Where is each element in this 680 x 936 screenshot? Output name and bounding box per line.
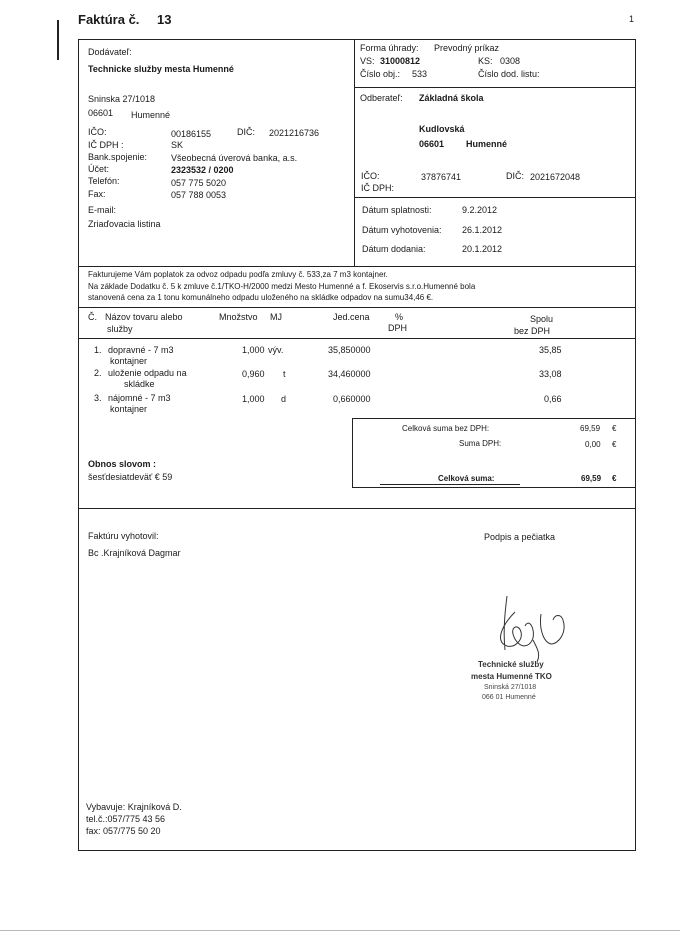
supplier-phone: 057 775 5020 (171, 178, 227, 188)
row-name-2: kontajner (110, 404, 148, 414)
net-total-currency: € (612, 424, 617, 433)
footer-fax: fax: 057/775 50 20 (86, 826, 161, 836)
net-total-label: Celková suma bez DPH: (402, 424, 490, 433)
issue-date: 26.1.2012 (462, 225, 503, 235)
order-value: 533 (412, 69, 428, 79)
customer-name: Základná škola (419, 93, 484, 103)
col-price-header: Jed.cena (333, 312, 370, 322)
row-price: 0,660000 (333, 394, 371, 404)
invoice-title (78, 12, 172, 27)
col-no-header: Č. (88, 312, 97, 322)
col-vat-header: % (395, 312, 404, 322)
issuer-label: Faktúru vyhotovil: (88, 531, 159, 541)
customer-zip: 06601 (419, 139, 445, 149)
customer-street: Kudlovská (419, 124, 465, 134)
footer-phone: tel.č.:057/775 43 56 (86, 814, 166, 824)
grand-total-underline (380, 484, 520, 485)
supplier-street: Sninska 27/1018 (88, 94, 156, 104)
row-total: 0,66 (544, 394, 562, 404)
row-unit: t (283, 369, 286, 379)
supplier-fax: 057 788 0053 (171, 190, 227, 200)
supplier-bank-label: Bank.spojenie: (88, 152, 148, 162)
col-unit-header: MJ (270, 312, 282, 322)
col-total-header-2: bez DPH (514, 326, 551, 336)
delivery-note-label: Číslo dod. listu: (478, 69, 540, 79)
supplier-deed: Zriaďovacia listina (88, 219, 161, 229)
amount-words: šesťdesiatdeväť € 59 (88, 472, 173, 482)
row-unit: výv. (268, 345, 284, 355)
supplier-zip: 06601 (88, 108, 114, 118)
customer-city: Humenné (466, 139, 508, 149)
footer-created-by: Vybavuje: Krajníková D. (86, 802, 182, 812)
due-date-label: Dátum splatnosti: (362, 205, 432, 215)
supplier-icdph-label: IČ DPH : (88, 140, 124, 150)
supplier-phone-label: Telefón: (88, 176, 120, 186)
issuer-name: Bc .Krajníková Dagmar (88, 548, 181, 558)
supplier-account: 2323532 / 0200 (171, 165, 234, 175)
supplier-ico: 00186155 (171, 129, 212, 139)
row-no: 1. (94, 345, 102, 355)
customer-ico-label: IČO: (361, 171, 380, 181)
customer-ico: 37876741 (421, 172, 462, 182)
row-qty: 1,000 (242, 394, 265, 404)
delivery-date: 20.1.2012 (462, 244, 503, 254)
supplier-city: Humenné (131, 110, 171, 120)
row-qty: 1,000 (242, 345, 265, 355)
stamp-line-4: 066 01 Humenné (482, 694, 536, 701)
row-unit: d (281, 394, 287, 404)
table-top-divider (78, 307, 636, 308)
row-no: 2. (94, 368, 102, 378)
supplier-fax-label: Fax: (88, 189, 106, 199)
delivery-date-label: Dátum dodania: (362, 244, 426, 254)
customer-dic: 2021672048 (530, 172, 581, 182)
stamp-line-3: Sninská 27/1018 (484, 684, 537, 691)
row-total: 35,85 (539, 345, 562, 355)
grand-total-label: Celková suma: (438, 474, 495, 483)
order-label: Číslo obj.: (360, 69, 401, 79)
col-vat-header-2: DPH (388, 323, 408, 333)
row-name: dopravné - 7 m3 (108, 345, 174, 355)
row-price: 35,850000 (328, 345, 371, 355)
vat-total-label: Suma DPH: (459, 439, 502, 448)
vat-total: 0,00 (585, 440, 601, 449)
margin-mark (57, 20, 59, 60)
invoice-title-label: Faktúra č. (78, 12, 140, 27)
row-no: 3. (94, 393, 102, 403)
col-total-header: Spolu (530, 314, 554, 324)
ks-label: KS: (478, 56, 493, 66)
net-total: 69,59 (580, 424, 601, 433)
intro-line-1: Fakturujeme Vám poplatok za odvoz odpadu podľa zmluvy č. 533,za 7 m3 kontajner. (88, 270, 388, 279)
intro-top-divider (78, 266, 636, 267)
vat-total-currency: € (612, 440, 617, 449)
grand-total: 69,59 (581, 474, 602, 483)
scan-bottom-edge (0, 930, 680, 931)
customer-dic-label: DIČ: (506, 171, 524, 181)
payment-method-label: Forma úhrady: (360, 43, 419, 53)
row-name: uloženie odpadu na (108, 368, 187, 378)
col-qty-header: Množstvo (219, 312, 258, 322)
col-name-header-2: služby (107, 324, 133, 334)
signature-caption: Podpis a pečiatka (484, 532, 556, 542)
row-name-2: kontajner (110, 356, 148, 366)
customer-label: Odberateľ: (360, 93, 403, 103)
grand-total-currency: € (612, 474, 617, 483)
page-number: 1 (629, 14, 635, 24)
table-header-divider (78, 338, 636, 339)
supplier-name: Technicke služby mesta Humenné (88, 64, 234, 74)
col-name-header: Názov tovaru alebo (105, 312, 183, 322)
payment-method: Prevodný príkaz (434, 43, 500, 53)
supplier-email-label: E-mail: (88, 205, 117, 215)
row-qty: 0,960 (242, 369, 265, 379)
totals-bottom-divider (78, 508, 636, 509)
handwritten-signature (485, 592, 575, 664)
vs-label: VS: (360, 56, 375, 66)
ks-value: 0308 (500, 56, 521, 66)
supplier-ico-label: IČO: (88, 127, 107, 137)
intro-line-2: Na základe Dodatku č. 5 k zmluve č.1/TKO-H/2000 medzi Mesto Humenné a f. Ekoservis s.r.o.Humenné bola (88, 282, 476, 291)
row-name: nájomné - 7 m3 (108, 393, 171, 403)
issue-date-label: Dátum vyhotovenia: (362, 225, 442, 235)
supplier-account-label: Účet: (88, 164, 110, 174)
stamp-line-1: Technické služby (478, 660, 544, 669)
supplier-label: Dodávateľ: (88, 47, 132, 57)
intro-line-3: stanovená cena za 1 tonu komunálneho odpadu uloženého na skládke odpadov na sumu34,46 €. (88, 293, 434, 302)
supplier-icdph: SK (171, 140, 184, 150)
row-price: 34,460000 (328, 369, 371, 379)
supplier-bank: Všeobecná úverová banka, a.s. (171, 153, 298, 163)
row-total: 33,08 (539, 369, 562, 379)
stamp-line-2: mesta Humenné TKO (471, 672, 552, 681)
row-name-2: skládke (124, 379, 155, 389)
due-date: 9.2.2012 (462, 205, 498, 215)
supplier-dic: 2021216736 (269, 128, 320, 138)
invoice-number: 13 (157, 12, 172, 27)
customer-icdph-label: IČ DPH: (361, 183, 395, 193)
amount-words-label: Obnos slovom : (88, 459, 157, 469)
vs-value: 31000812 (380, 56, 421, 66)
supplier-dic-label: DIČ: (237, 127, 255, 137)
